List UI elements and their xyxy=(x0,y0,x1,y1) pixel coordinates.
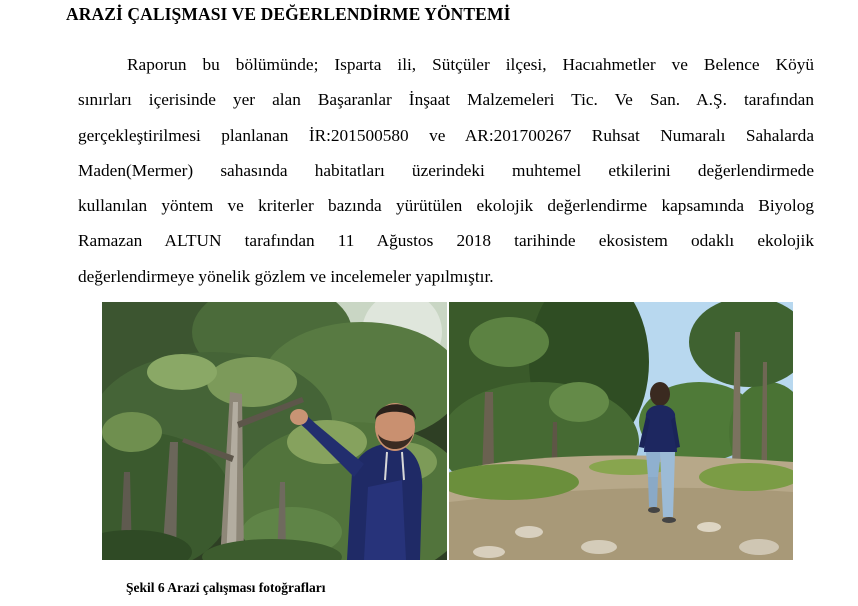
paragraph-line: gerçekleştirilmesi planlanan İR:201500580 ve AR:201700267 Ruhsat Numaralı Sahalarda xyxy=(78,125,814,145)
field-photo-right xyxy=(449,302,793,560)
paragraph-line: Ramazan ALTUN tarafından 11 Ağustos 2018 tarihinde ekosistem odaklı ekolojik xyxy=(78,231,814,251)
paragraph-line: kullanılan yöntem ve kriterler bazında yürütülen ekolojik değerlendirme kapsamında Biyolog xyxy=(78,196,814,216)
paragraph-line: değerlendirmeye yönelik gözlem ve incelemeler yapılmıştır. xyxy=(78,266,494,286)
paragraph-line: sınırları içerisinde yer alan Başaranlar İnşaat Malzemeleri Tic. Ve San. A.Ş. tarafından xyxy=(78,90,814,110)
body-paragraph xyxy=(78,47,814,294)
figure-caption: Şekil 6 Arazi çalışması fotoğrafları xyxy=(126,580,326,595)
field-photo-left xyxy=(102,302,447,560)
section-heading: ARAZİ ÇALIŞMASI VE DEĞERLENDİRME YÖNTEMİ xyxy=(66,4,511,24)
paragraph-line: Raporun bu bölümünde; Isparta ili, Sütçüler ilçesi, Hacıahmetler ve Belence Köyü xyxy=(127,55,814,74)
paragraph-line: Maden(Mermer) sahasında habitatları üzerindeki muhtemel etkilerini değerlendirmede xyxy=(78,160,814,180)
